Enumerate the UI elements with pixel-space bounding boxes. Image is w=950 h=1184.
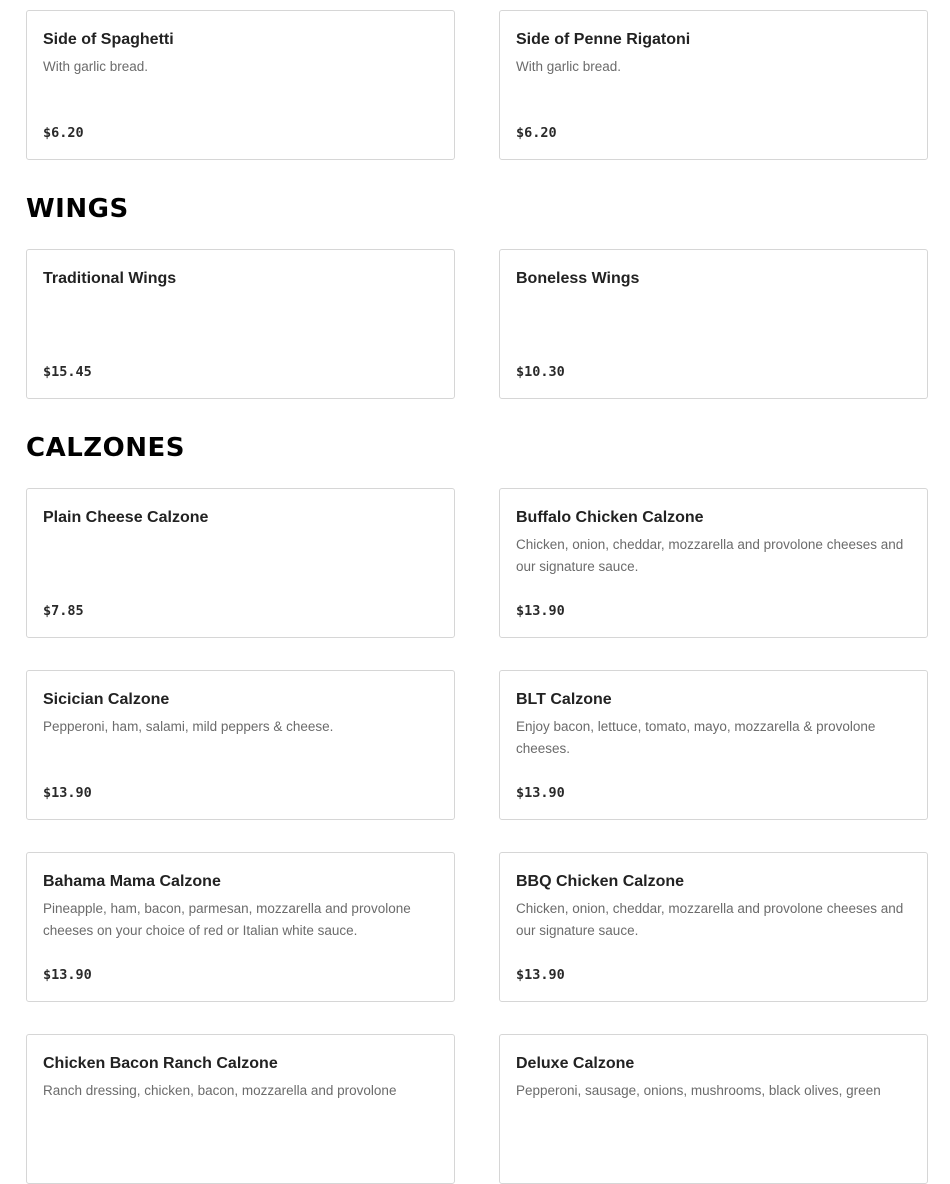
item-description: Enjoy bacon, lettuce, tomato, mayo, mozzarella & provolone cheeses. (516, 719, 876, 756)
item-name: Traditional Wings (43, 270, 177, 287)
section-pasta-sides (26, 0, 928, 160)
menu-grid (26, 10, 928, 160)
menu-item-card[interactable] (499, 852, 928, 1002)
item-name: Plain Cheese Calzone (43, 509, 209, 526)
menu-item-card[interactable] (499, 1034, 928, 1184)
item-price: $13.90 (516, 785, 565, 801)
item-description: Pineapple, ham, bacon, parmesan, mozzarella and provolone cheeses on your choice of red or Italian white sauce. (43, 901, 411, 938)
item-description: With garlic bread. (516, 59, 622, 74)
section-title: WINGS (26, 194, 129, 224)
section-wings (26, 194, 928, 399)
item-name: BLT Calzone (516, 691, 612, 708)
item-price: $13.90 (516, 603, 565, 619)
item-name: Bahama Mama Calzone (43, 873, 221, 890)
menu-grid (26, 488, 928, 1184)
item-name: Sicician Calzone (43, 691, 170, 708)
section-calzones (26, 433, 928, 1184)
section-title: CALZONES (26, 433, 185, 463)
item-name: BBQ Chicken Calzone (516, 873, 685, 890)
item-description: Pepperoni, ham, salami, mild peppers & cheese. (43, 719, 334, 734)
item-price: $7.85 (43, 603, 84, 619)
item-price: $13.90 (43, 967, 92, 983)
item-name: Side of Spaghetti (43, 31, 174, 48)
item-description: Pepperoni, sausage, onions, mushrooms, black olives, green (516, 1083, 881, 1098)
item-name: Deluxe Calzone (516, 1055, 635, 1072)
menu-item-card[interactable] (26, 670, 455, 820)
item-price: $10.30 (516, 364, 565, 380)
menu-item-card[interactable] (26, 488, 455, 638)
item-name: Boneless Wings (516, 270, 640, 287)
item-price: $15.45 (43, 364, 92, 380)
menu-page (26, 0, 928, 1184)
menu-item-card[interactable] (26, 1034, 455, 1184)
menu-item-card[interactable] (499, 10, 928, 160)
item-price: $13.90 (516, 967, 565, 983)
item-description: Ranch dressing, chicken, bacon, mozzarella and provolone (43, 1083, 397, 1098)
menu-grid (26, 249, 928, 399)
menu-item-card[interactable] (499, 670, 928, 820)
menu-item-card[interactable] (499, 249, 928, 399)
item-name: Chicken Bacon Ranch Calzone (43, 1055, 278, 1072)
menu-item-card[interactable] (26, 249, 455, 399)
item-price: $13.90 (43, 785, 92, 801)
item-name: Side of Penne Rigatoni (516, 31, 691, 48)
item-name: Buffalo Chicken Calzone (516, 509, 704, 526)
menu-item-card[interactable] (499, 488, 928, 638)
item-price: $6.20 (43, 125, 84, 141)
item-description: With garlic bread. (43, 59, 149, 74)
item-price: $6.20 (516, 125, 557, 141)
menu-item-card[interactable] (26, 852, 455, 1002)
item-description: Chicken, onion, cheddar, mozzarella and provolone cheeses and our signature sauce. (516, 901, 904, 938)
item-description: Chicken, onion, cheddar, mozzarella and provolone cheeses and our signature sauce. (516, 537, 904, 574)
menu-item-card[interactable] (26, 10, 455, 160)
